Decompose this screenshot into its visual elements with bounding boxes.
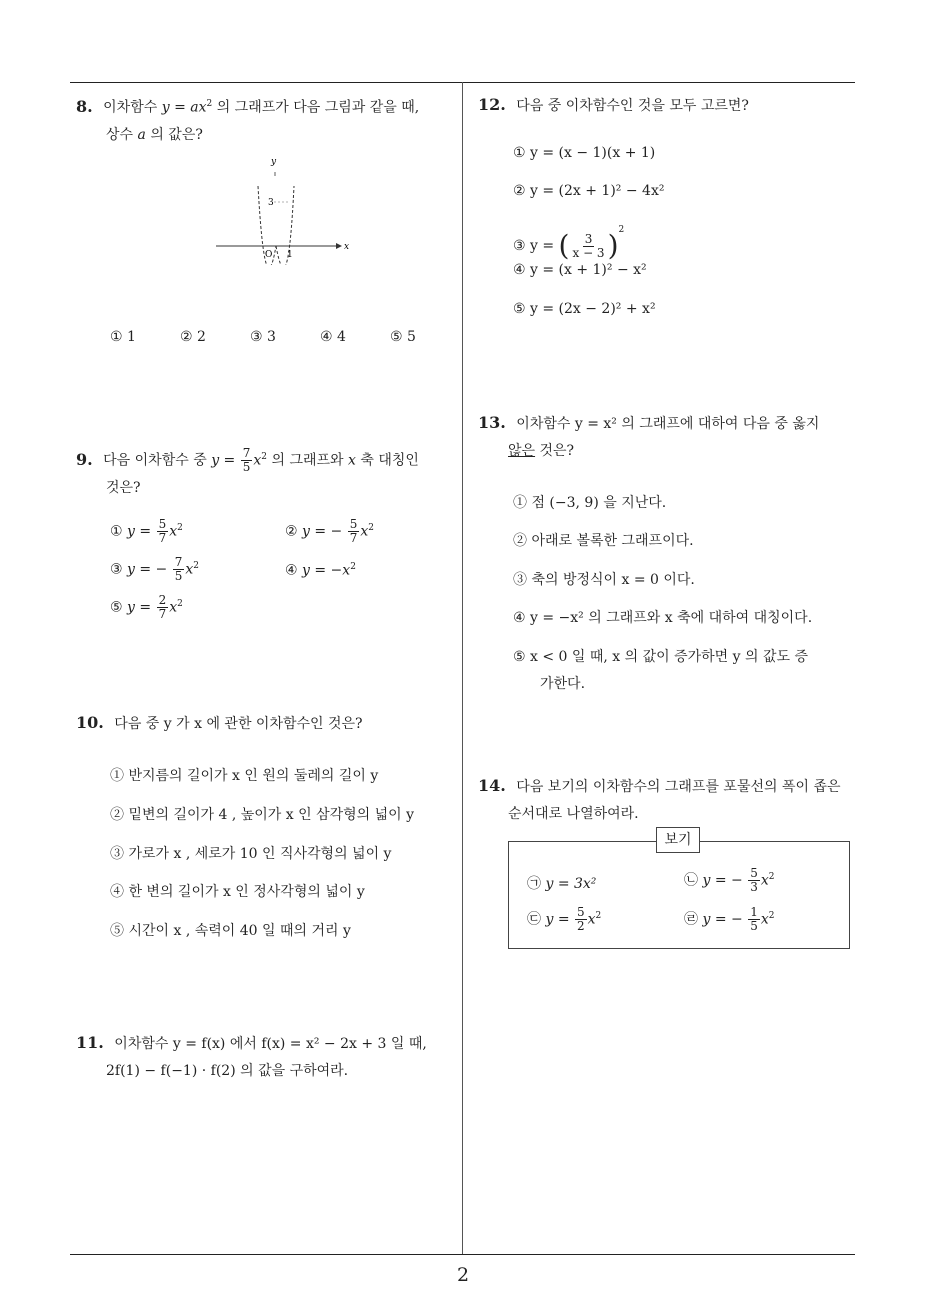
- q10-option-3[interactable]: ③ 가로가 x , 세로가 10 인 직사각형의 넓이 y: [110, 846, 392, 862]
- bogi-item-1[interactable]: [527, 873, 596, 893]
- q10-option-1[interactable]: ① 반지름의 길이가 x 인 원의 둘레의 길이 y: [110, 768, 379, 784]
- bogi-item-4[interactable]: ㉣ y = − $\frac{1}{5}$ $x^2$: [684, 905, 775, 933]
- numerator: 5: [577, 905, 585, 919]
- bottom-rule: [70, 1254, 855, 1255]
- item-fraction: [575, 906, 587, 933]
- q11-line2: 2f(1) − f(−1) · f(2) 의 값을 구하여라.: [106, 1063, 349, 1079]
- option-fraction: [157, 594, 169, 621]
- q13-line2: 것은?: [535, 443, 575, 459]
- q13-option-2[interactable]: ② 아래로 볼록한 그래프이다.: [513, 533, 694, 549]
- tick-1: 1: [287, 250, 293, 260]
- denominator: 7: [349, 531, 358, 545]
- q8-equation: y = ax: [161, 99, 207, 116]
- q13-option-4[interactable]: ④ y = −x² 의 그래프와 x 축에 대하여 대칭이다.: [513, 610, 813, 626]
- denominator: 5: [750, 919, 758, 933]
- item-fraction: [748, 906, 760, 933]
- q9-option-1[interactable]: ① y = $\frac{5}{7}$ $x^2$: [110, 517, 183, 545]
- denominator: x − 3: [572, 245, 605, 260]
- tick-3: 3: [268, 198, 274, 208]
- question-number: 11.: [76, 1033, 104, 1052]
- q8-var: a: [137, 126, 146, 143]
- option-fraction: [157, 518, 169, 545]
- option-mark: ⑤: [110, 599, 123, 616]
- option-fraction: [348, 518, 360, 545]
- numerator: 5: [750, 866, 758, 880]
- option-lhs: y = −x: [302, 562, 351, 579]
- option-lhs: ③ y =: [513, 238, 555, 254]
- numerator: 2: [158, 593, 167, 607]
- question-number: 10.: [76, 713, 104, 732]
- q10-option-4[interactable]: ④ 한 변의 길이가 x 인 정사각형의 넓이 y: [110, 884, 365, 900]
- question-number: 9.: [76, 449, 93, 469]
- denominator: 7: [158, 531, 167, 545]
- q12-text: 다음 중 이차함수인 것을 모두 고르면?: [516, 98, 749, 114]
- question-8: 8. 이차함수 $y = ax^2$ 의 그래프가 다음 그림과 같을 때, 상수 a 의 값은?: [76, 96, 420, 143]
- item-lhs: y = −: [702, 911, 743, 928]
- q8-option-5[interactable]: ⑤ 5: [390, 329, 416, 345]
- parabola-graph: [210, 150, 350, 265]
- question-11: [76, 1029, 461, 1085]
- option-mark: ④: [285, 562, 298, 579]
- q13-option-5[interactable]: ⑤ x < 0 일 때, x 의 값이 증가하면 y 의 값도 증: [513, 649, 809, 665]
- column-divider: [462, 82, 463, 1254]
- q10-option-5[interactable]: ⑤ 시간이 x , 속력이 40 일 때의 거리 y: [110, 923, 351, 939]
- question-14: [478, 772, 863, 828]
- option-fraction: [570, 233, 606, 260]
- option-lhs: y =: [127, 599, 152, 616]
- q9-line2: 것은?: [106, 479, 141, 496]
- q9-option-3[interactable]: ③ y = − $\frac{7}{5}$ $x^2$: [110, 555, 200, 583]
- numerator: 5: [349, 517, 358, 531]
- q14-line2: 순서대로 나열하여라.: [508, 806, 639, 822]
- question-9: 9. 다음 이차함수 중 y = $\frac{7}{5}$ $x^2$ 의 그래프와 x 축 대칭인 것은?: [76, 444, 461, 502]
- q13-option-3[interactable]: ③ 축의 방정식이 x = 0 이다.: [513, 572, 695, 588]
- q9-text: 다음 이차함수 중: [103, 452, 207, 469]
- numerator: 1: [750, 905, 758, 919]
- q8-text-b: 의 그래프가 다음 그림과 같을 때,: [216, 99, 420, 116]
- q8-text-c: 의 값은?: [150, 126, 203, 143]
- item-fraction: [748, 867, 760, 894]
- question-12: [478, 91, 858, 120]
- q9-option-4[interactable]: ④ $y = -x^2$: [285, 562, 356, 579]
- question-10: [76, 709, 456, 738]
- bogi-item-3[interactable]: ㉢ y = $\frac{5}{2}$ $x^2$: [527, 905, 602, 933]
- item-mark: ㉢: [527, 911, 541, 928]
- q9-option-5[interactable]: ⑤ y = $\frac{2}{7}$ $x^2$: [110, 593, 183, 621]
- option-mark: ①: [110, 523, 123, 540]
- q8-option-2[interactable]: ② 2: [180, 329, 206, 345]
- q8-line2: 상수: [106, 126, 134, 143]
- denominator: 2: [577, 919, 585, 933]
- q12-option-5[interactable]: ⑤ y = (2x − 2)² + x²: [513, 301, 656, 317]
- q13-line1: 이차함수 y = x² 의 그래프에 대하여 다음 중 옳지: [516, 416, 820, 432]
- q9-text-c: 축 대칭인: [360, 452, 419, 469]
- item-lhs: y = 3x²: [545, 876, 597, 892]
- option-fraction: [173, 556, 185, 583]
- q12-option-1[interactable]: ① y = (x − 1)(x + 1): [513, 145, 656, 161]
- origin-label: O: [265, 250, 273, 260]
- q8-option-3[interactable]: ③ 3: [250, 329, 276, 345]
- denominator: 5: [174, 569, 183, 583]
- x-axis-label: x: [344, 242, 350, 252]
- q11-line1: 이차함수 y = f(x) 에서 f(x) = x² − 2x + 3 일 때,: [114, 1036, 427, 1052]
- numerator: 7: [174, 555, 183, 569]
- y-axis-label: y: [271, 157, 277, 167]
- q10-option-2[interactable]: ② 밑변의 길이가 4 , 높이가 x 인 삼각형의 넓이 y: [110, 807, 415, 823]
- item-lhs: y = −: [702, 872, 743, 889]
- q9-text-b: 의 그래프와: [271, 452, 344, 469]
- numerator: 3: [584, 231, 593, 246]
- q10-text: 다음 중 y 가 x 에 관한 이차함수인 것은?: [114, 716, 363, 732]
- q12-option-2[interactable]: ② y = (2x + 1)² − 4x²: [513, 183, 665, 199]
- bogi-item-2[interactable]: ㉡ y = − $\frac{5}{3}$ $x^2$: [684, 866, 775, 894]
- question-number: 14.: [478, 776, 506, 795]
- option-mark: ②: [285, 523, 298, 540]
- q12-option-4[interactable]: ④ y = (x + 1)² − x²: [513, 262, 647, 278]
- q8-option-1[interactable]: ① 1: [110, 329, 136, 345]
- numerator: 5: [158, 517, 167, 531]
- question-number: 12.: [478, 95, 506, 114]
- question-number: 8.: [76, 96, 93, 116]
- q13-option-1[interactable]: ① 점 (−3, 9) 을 지난다.: [513, 495, 667, 511]
- option-lhs: y = −: [302, 523, 343, 540]
- q9-fraction: $\frac{7}{5}$: [242, 446, 251, 475]
- item-mark: ㉣: [684, 911, 698, 928]
- option-lhs: y =: [127, 523, 152, 540]
- option-lhs: y = −: [127, 561, 168, 578]
- bogi-title: 보기: [656, 827, 700, 853]
- denominator: 7: [158, 607, 167, 621]
- q14-line1: 다음 보기의 이차함수의 그래프를 포물선의 폭이 좁은: [516, 779, 841, 795]
- q9-option-2[interactable]: ② y = − $\frac{5}{7}$ $x^2$: [285, 517, 375, 545]
- option-mark: ③: [110, 561, 123, 578]
- page-number: 2: [456, 1264, 470, 1286]
- x-axis-arrow: [336, 243, 342, 249]
- q8-text: 이차함수: [103, 99, 158, 116]
- question-13: [478, 409, 858, 465]
- question-number: 13.: [478, 413, 506, 432]
- q12-option-3[interactable]: ③ y = ( $\frac{3}{x - 3}$ )$^2$: [513, 225, 625, 262]
- item-mark: ㉡: [684, 872, 698, 889]
- denominator: 3: [750, 880, 758, 894]
- item-mark: ㉠: [527, 876, 541, 892]
- q8-option-4[interactable]: ④ 4: [320, 329, 346, 345]
- q13-underlined: 않은: [508, 443, 536, 459]
- item-lhs: y =: [545, 911, 570, 928]
- q13-option-5-cont: 가한다.: [540, 676, 586, 692]
